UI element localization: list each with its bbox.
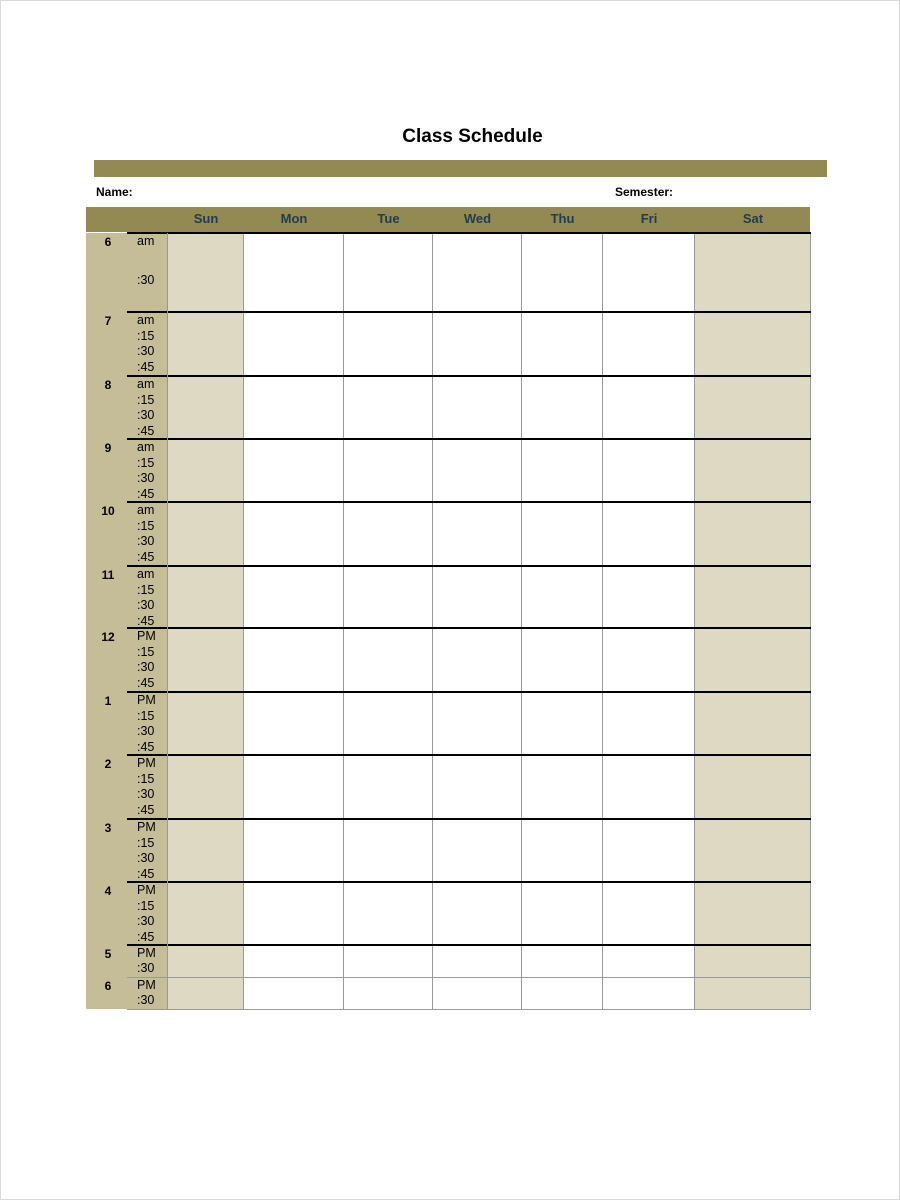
schedule-cell-sat[interactable] [695,819,811,882]
schedule-cell-tue[interactable] [344,945,433,977]
schedule-cell-mon[interactable] [244,692,344,755]
hour-label: 6 [104,235,112,249]
hour-label: 7 [104,314,112,328]
time-sub-label: :30 [137,273,155,287]
time-sub-label: :15 [137,708,155,723]
time-sub-label: :45 [137,613,155,628]
schedule-cell-wed[interactable] [433,439,522,502]
row-divider [127,977,811,978]
semester-label: Semester: [615,185,674,199]
schedule-cell-fri[interactable] [603,819,695,882]
schedule-cell-wed[interactable] [433,628,522,692]
time-sub-label: am [137,234,155,248]
schedule-cell-mon[interactable] [244,755,344,819]
schedule-cell-sun[interactable] [168,233,244,312]
row-divider [127,754,811,756]
time-sub-label: PM [137,756,156,770]
time-sub-label: :45 [137,359,155,374]
hour-label: 12 [101,630,115,644]
time-sub-label: :15 [137,644,155,659]
schedule-cell-fri[interactable] [603,945,695,977]
hour-label: 8 [104,378,112,392]
schedule-cell-sat[interactable] [695,945,811,977]
schedule-cell-fri[interactable] [603,233,695,312]
schedule-cell-fri[interactable] [603,312,695,376]
schedule-cell-sun[interactable] [168,439,244,502]
schedule-cell-tue[interactable] [344,819,433,882]
schedule-cell-sat[interactable] [695,977,811,1009]
hour-label: 1 [104,694,112,708]
schedule-cell-tue[interactable] [344,882,433,945]
time-sub-label: :30 [137,471,155,485]
day-header-sat: Sat [742,211,764,226]
schedule-cell-tue[interactable] [344,376,433,439]
schedule-cell-mon[interactable] [244,312,344,376]
time-sub-label: :45 [137,486,155,501]
time-sub-label: :30 [137,724,155,738]
schedule-cell-sun[interactable] [168,945,244,977]
time-sub-label: :15 [137,455,155,470]
hour-label: 3 [104,821,112,835]
time-sub-label: am [137,567,155,581]
schedule-cell-tue[interactable] [344,502,433,566]
schedule-cell-mon[interactable] [244,376,344,439]
time-sub-label: :15 [137,771,155,786]
time-sub-label: :15 [137,328,155,343]
hour-label: 4 [104,884,112,898]
time-sub-label: PM [137,978,156,992]
row-divider [127,881,811,883]
time-sub-label: :45 [137,739,155,754]
schedule-cell-mon[interactable] [244,819,344,882]
time-sub-label: :45 [137,866,155,881]
schedule-cell-sat[interactable] [695,755,811,819]
schedule-cell-sat[interactable] [695,692,811,755]
time-sub-label: :30 [137,993,155,1007]
time-sub-label: :30 [137,787,155,801]
hour-label: 5 [104,947,112,961]
hour-label: 6 [104,979,112,993]
time-sub-label: am [137,503,155,517]
row-divider [127,944,811,946]
row-divider [127,438,811,440]
schedule-cell-thu[interactable] [522,566,603,628]
schedule-cell-wed[interactable] [433,233,522,312]
time-sub-label: PM [137,820,156,834]
schedule-cell-mon[interactable] [244,977,344,1009]
schedule-cell-thu[interactable] [522,755,603,819]
title-band [94,160,827,177]
row-divider [127,565,811,567]
hour-label: 10 [101,504,115,518]
schedule-cell-tue[interactable] [344,566,433,628]
hour-label: 2 [104,757,112,771]
schedule-cell-tue[interactable] [344,692,433,755]
time-sub-label: :15 [137,898,155,913]
schedule-cell-sun[interactable] [168,566,244,628]
schedule-cell-sun[interactable] [168,755,244,819]
schedule-cell-sun[interactable] [168,502,244,566]
schedule-cell-wed[interactable] [433,692,522,755]
hour-label: 11 [101,568,115,582]
schedule-cell-wed[interactable] [433,882,522,945]
schedule-cell-mon[interactable] [244,233,344,312]
row-divider [127,375,811,377]
schedule-cell-sun[interactable] [168,692,244,755]
schedule-cell-fri[interactable] [603,628,695,692]
schedule-cell-sat[interactable] [695,882,811,945]
schedule-cell-tue[interactable] [344,439,433,502]
day-header-tue: Tue [377,211,400,226]
schedule-cell-sat[interactable] [695,439,811,502]
schedule-cell-fri[interactable] [603,882,695,945]
schedule-cell-fri[interactable] [603,692,695,755]
schedule-cell-wed[interactable] [433,502,522,566]
schedule-cell-thu[interactable] [522,977,603,1009]
schedule-cell-sat[interactable] [695,376,811,439]
schedule-cell-thu[interactable] [522,502,603,566]
schedule-cell-thu[interactable] [522,819,603,882]
time-sub-label: :30 [137,534,155,548]
time-sub-label: :45 [137,675,155,690]
row-divider [127,232,811,234]
schedule-cell-sun[interactable] [168,977,244,1009]
time-sub-label: :45 [137,423,155,438]
row-divider [127,818,811,820]
time-sub-label: :15 [137,835,155,850]
schedule-cell-mon[interactable] [244,882,344,945]
grid-left-border [167,233,168,1009]
schedule-cell-wed[interactable] [433,755,522,819]
hour-label: 9 [104,441,112,455]
schedule-cell-mon[interactable] [244,502,344,566]
schedule-cell-wed[interactable] [433,566,522,628]
schedule-cell-fri[interactable] [603,755,695,819]
schedule-cell-thu[interactable] [522,692,603,755]
time-sub-label: :15 [137,582,155,597]
time-sub-label: PM [137,946,156,960]
row-divider [127,311,811,313]
time-sub-label: :15 [137,518,155,533]
schedule-cell-wed[interactable] [433,977,522,1009]
day-header-thu: Thu [550,211,575,226]
schedule-cell-thu[interactable] [522,945,603,977]
time-sub-label: am [137,377,155,391]
time-sub-label: :15 [137,392,155,407]
schedule-cell-mon[interactable] [244,945,344,977]
time-sub-label: :30 [137,914,155,928]
schedule-cell-sun[interactable] [168,819,244,882]
schedule-cell-thu[interactable] [522,376,603,439]
schedule-cell-fri[interactable] [603,376,695,439]
day-header-wed: Wed [463,211,492,226]
time-sub-label: :30 [137,961,155,975]
schedule-cell-sat[interactable] [695,502,811,566]
schedule-cell-wed[interactable] [433,945,522,977]
row-divider [127,1009,811,1010]
schedule-cell-sun[interactable] [168,628,244,692]
schedule-cell-sat[interactable] [695,312,811,376]
schedule-cell-sun[interactable] [168,312,244,376]
day-header-sun: Sun [193,211,219,226]
schedule-cell-tue[interactable] [344,233,433,312]
day-header-row [86,207,810,232]
row-divider [127,627,811,629]
schedule-cell-thu[interactable] [522,233,603,312]
schedule-cell-sat[interactable] [695,628,811,692]
schedule-cell-tue[interactable] [344,977,433,1009]
schedule-cell-mon[interactable] [244,628,344,692]
time-sub-label: PM [137,629,156,643]
row-divider [127,691,811,693]
time-sub-label: :45 [137,549,155,564]
schedule-cell-tue[interactable] [344,755,433,819]
schedule-cell-tue[interactable] [344,628,433,692]
schedule-cell-wed[interactable] [433,819,522,882]
time-sub-label: am [137,440,155,454]
schedule-cell-thu[interactable] [522,439,603,502]
schedule-cell-thu[interactable] [522,628,603,692]
time-sub-label: :30 [137,408,155,422]
schedule-cell-fri[interactable] [603,977,695,1009]
schedule-cell-fri[interactable] [603,439,695,502]
time-sub-label: :30 [137,344,155,358]
schedule-cell-mon[interactable] [244,439,344,502]
time-sub-label: PM [137,883,156,897]
time-sub-label: :30 [137,598,155,612]
name-label: Name: [96,185,133,199]
time-sub-label: am [137,313,155,327]
schedule-cell-sat[interactable] [695,233,811,312]
day-header-mon: Mon [280,211,308,226]
schedule-cell-fri[interactable] [603,566,695,628]
schedule-cell-thu[interactable] [522,882,603,945]
row-divider [127,501,811,503]
time-sub-label: :30 [137,660,155,674]
day-header-fri: Fri [640,211,658,226]
schedule-cell-sun[interactable] [168,376,244,439]
schedule-cell-thu[interactable] [522,312,603,376]
schedule-cell-fri[interactable] [603,502,695,566]
schedule-cell-sun[interactable] [168,882,244,945]
schedule-cell-wed[interactable] [433,312,522,376]
page-title: Class Schedule [402,126,543,147]
time-sub-label: :45 [137,929,155,944]
time-sub-label: :45 [137,802,155,817]
schedule-cell-sat[interactable] [695,566,811,628]
schedule-cell-wed[interactable] [433,376,522,439]
time-sub-label: :30 [137,851,155,865]
schedule-cell-mon[interactable] [244,566,344,628]
time-sub-label: PM [137,693,156,707]
schedule-cell-tue[interactable] [344,312,433,376]
